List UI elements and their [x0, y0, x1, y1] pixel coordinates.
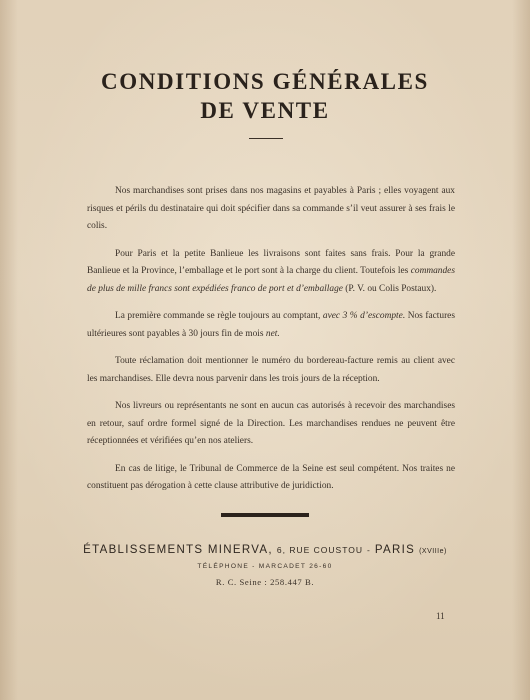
paragraph-returns: Nos livreurs ou représentants ne sont en aucun cas autorisés à recevoir des marchandises en retour, sauf ordre formel signé de la Direction. Les marchandises rendues ne peuvent être réceptionnées et vérifiées qu’en nos ateliers. [87, 401, 455, 446]
page-number: 11 [436, 611, 445, 621]
paragraph-first-order-text: La première commande se règle toujours au comptant, [115, 311, 323, 321]
paragraph-delivery-costs [87, 246, 455, 299]
paragraph-claims: Toute réclamation doit mentionner le numéro du bordereau-facture remis au client avec les marchandises. Elle devra nous parvenir dans les trois jours de la réception. [87, 356, 455, 384]
title-line-2: DE VENTE [200, 98, 330, 123]
paragraph-first-order-net: net. [265, 328, 280, 339]
paragraph-delivery-costs-end: (P. V. ou Colis Postaux). [342, 283, 437, 294]
company-name: ÉTABLISSEMENTS MINERVA, [83, 544, 273, 556]
company-phone: TÉLÉPHONE - MARCADET 26-60 [197, 563, 333, 570]
paragraph-delivery-costs-italic: commandes de plus de mille francs sont expédiées franco de port et d’emballage [87, 266, 455, 294]
paragraph-first-order-payment [87, 308, 455, 343]
company-address: 6, RUE COUSTOU [276, 545, 363, 555]
conditions-body [87, 183, 455, 506]
company-registration: R. C. Seine : 258.447 B. [215, 577, 315, 587]
company-city: PARIS [374, 544, 416, 556]
paragraph-first-order-discount: avec 3 % d’escompte. [322, 311, 406, 321]
paragraph-delivery-costs-text: Pour Paris et la petite Banlieue les livraisons sont faites sans frais. Pour la grande Banlieue et la Province, l’emballage et le port sont à la charge du client. Toutefois les [87, 248, 455, 276]
paragraph-first-order-mid: Nos factures ultérieures sont payables à 30 jours fin de mois [87, 311, 455, 339]
company-line [0, 544, 530, 556]
title-line-1: CONDITIONS GÉNÉRALES [101, 69, 429, 94]
footer-divider [221, 513, 309, 517]
title-divider [249, 138, 283, 139]
paragraph-jurisdiction: En cas de litige, le Tribunal de Commerce de la Seine est seul compétent. Nos traites ne constituent pas dérogation à cette clause attributive de juridiction. [87, 463, 455, 491]
paragraph-payment-shipping-risk: Nos marchandises sont prises dans nos magasins et payables à Paris ; elles voyagent aux risques et périls du destinataire qui doit spécifier dans sa commande s’il veut assurer à ses frais le colis. [87, 186, 455, 231]
address-separator: - [367, 545, 371, 555]
company-district: (XVIIIe) [419, 548, 447, 555]
